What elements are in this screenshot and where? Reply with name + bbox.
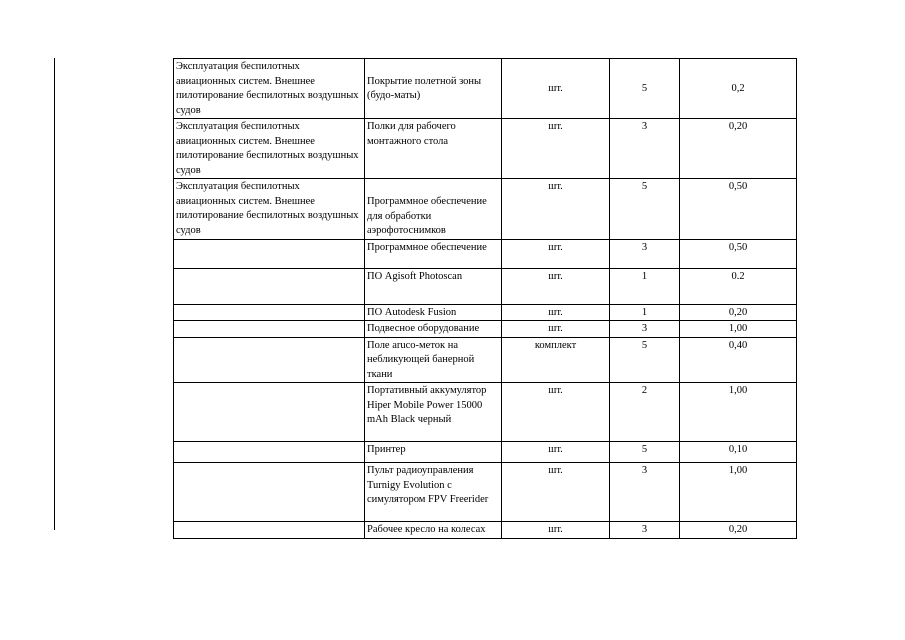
qty-cell: 3	[610, 463, 680, 522]
category-cell	[174, 463, 365, 522]
item-cell: Программное обеспечение	[365, 239, 502, 268]
unit-cell: комплект	[502, 337, 610, 383]
table-row	[174, 268, 797, 304]
value-cell: 0,20	[680, 522, 797, 539]
table-row	[174, 321, 797, 338]
category-cell	[174, 337, 365, 383]
qty-cell: 1	[610, 304, 680, 321]
item-cell: ПО Autodesk Fusion	[365, 304, 502, 321]
table-row	[174, 59, 797, 119]
unit-cell: шт.	[502, 179, 610, 240]
category-cell: Эксплуатация беспилотных авиационных систем. Внешнее пилотирование беспилотных воздушных судов	[174, 59, 365, 119]
category-cell: Эксплуатация беспилотных авиационных систем. Внешнее пилотирование беспилотных воздушных судов	[174, 179, 365, 240]
category-cell	[174, 268, 365, 304]
unit-cell: шт.	[502, 239, 610, 268]
value-cell: 0,20	[680, 304, 797, 321]
table-row	[174, 442, 797, 463]
table-row	[174, 522, 797, 539]
qty-cell: 2	[610, 383, 680, 442]
unit-cell: шт.	[502, 268, 610, 304]
category-cell	[174, 522, 365, 539]
value-cell: 1,00	[680, 321, 797, 338]
unit-cell: шт.	[502, 304, 610, 321]
left-margin-line	[54, 58, 55, 530]
qty-cell: 5	[610, 59, 680, 119]
item-cell: Принтер	[365, 442, 502, 463]
item-cell: Пульт радиоуправления Turnigy Evolution с симулятором FPV Freerider	[365, 463, 502, 522]
value-cell: 1,00	[680, 463, 797, 522]
item-cell: Программное обеспечение для обработки аэрофотоснимков	[365, 179, 502, 240]
qty-cell: 3	[610, 522, 680, 539]
item-cell: Покрытие полетной зоны (будо-маты)	[365, 59, 502, 119]
table-row	[174, 239, 797, 268]
unit-cell: шт.	[502, 442, 610, 463]
unit-cell: шт.	[502, 119, 610, 179]
item-cell: ПО Agisoft Photoscan	[365, 268, 502, 304]
unit-cell: шт.	[502, 383, 610, 442]
value-cell: 0,10	[680, 442, 797, 463]
value-cell: 0,50	[680, 239, 797, 268]
value-cell: 1,00	[680, 383, 797, 442]
qty-cell: 3	[610, 321, 680, 338]
unit-cell: шт.	[502, 522, 610, 539]
unit-cell: шт.	[502, 321, 610, 338]
qty-cell: 5	[610, 179, 680, 240]
table-row	[174, 179, 797, 240]
table-row	[174, 337, 797, 383]
item-cell: Подвесное оборудование	[365, 321, 502, 338]
item-cell: Рабочее кресло на колесах	[365, 522, 502, 539]
item-cell: Портативный аккумулятор Hiper Mobile Power 15000 mAh Black черный	[365, 383, 502, 442]
qty-cell: 3	[610, 239, 680, 268]
unit-cell: шт.	[502, 463, 610, 522]
table-row	[174, 304, 797, 321]
qty-cell: 1	[610, 268, 680, 304]
category-cell: Эксплуатация беспилотных авиационных систем. Внешнее пилотирование беспилотных воздушных судов	[174, 119, 365, 179]
category-cell	[174, 321, 365, 338]
table-row	[174, 119, 797, 179]
unit-cell: шт.	[502, 59, 610, 119]
value-cell: 0,50	[680, 179, 797, 240]
equipment-table	[173, 58, 797, 539]
qty-cell: 5	[610, 442, 680, 463]
category-cell	[174, 383, 365, 442]
qty-cell: 5	[610, 337, 680, 383]
value-cell: 0.2	[680, 268, 797, 304]
qty-cell: 3	[610, 119, 680, 179]
table-row	[174, 463, 797, 522]
category-cell	[174, 304, 365, 321]
category-cell	[174, 239, 365, 268]
table-row	[174, 383, 797, 442]
item-cell: Поле aruco-меток на небликующей банерной ткани	[365, 337, 502, 383]
value-cell: 0,40	[680, 337, 797, 383]
value-cell: 0,2	[680, 59, 797, 119]
value-cell: 0,20	[680, 119, 797, 179]
item-cell: Полки для рабочего монтажного стола	[365, 119, 502, 179]
category-cell	[174, 442, 365, 463]
